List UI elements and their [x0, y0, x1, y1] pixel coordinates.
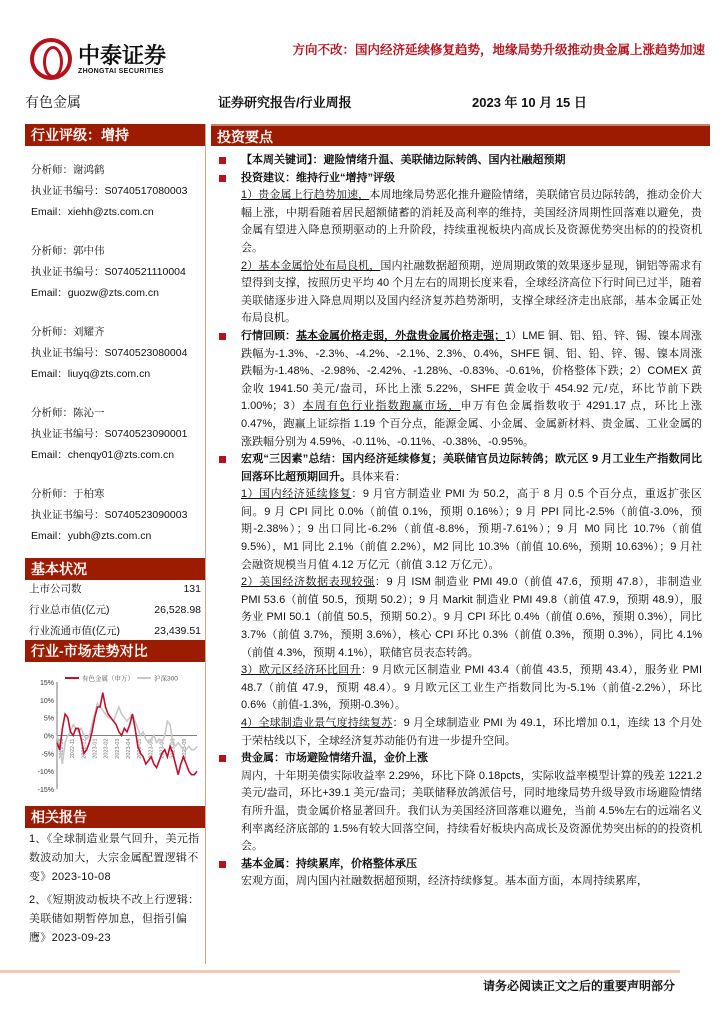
x-tick-label: 2022-11	[70, 738, 77, 759]
x-tick-label: 2023-09	[181, 738, 188, 759]
bullet-base-metals	[219, 856, 702, 874]
related-report-link[interactable]: 1、《全球制造业景气回升，美元指数波动加大，大宗金属配置逻辑不变》2023-10-08	[29, 833, 200, 883]
bullet-macro	[219, 451, 702, 486]
review-label: 行情回顾：	[241, 329, 297, 342]
macro-item-1	[219, 486, 702, 574]
macro-item-3	[219, 662, 702, 715]
m3-heading: 3）欧元区经济环比回升	[241, 664, 361, 677]
spacer	[31, 223, 205, 241]
m1-heading: 1）国内经济延续修复	[241, 488, 352, 501]
basic-info-header: 基本状况	[25, 558, 205, 580]
macro-item-4	[219, 715, 702, 750]
m3-text: ：9 月欧元区制造业 PMI 43.4（前值 43.5，预期 43.4），服务业 PMI 48.7（前值 47.9，预期 48.4）。9 月欧元区工业生产指数同比为-5.1%（前值-2.2%），环比 0.6%（前值-1.3%，预期-0.3%）。	[241, 664, 702, 712]
basic-row	[25, 600, 205, 621]
x-tick-label: 2023-02	[103, 738, 110, 759]
bullet-review	[219, 328, 702, 451]
related-reports	[25, 828, 205, 950]
y-tick-label: 15%	[39, 680, 54, 687]
analyst-email[interactable]: Email：chenqy01@zts.com.cn	[31, 449, 175, 461]
basic-row	[25, 579, 205, 600]
x-tick-label: 2023-03	[114, 738, 121, 759]
analyst-email[interactable]: Email：xiehh@zts.com.cn	[31, 206, 154, 218]
analyst-cert: 执业证书编号：S0740523090001	[31, 428, 188, 440]
basic-key: 上市公司数	[29, 583, 82, 595]
advice-paragraph-2	[219, 258, 702, 328]
x-tick-label: 2022-12	[81, 738, 88, 759]
bullet-square-icon	[219, 157, 226, 164]
x-tick-label: 2023-04	[126, 738, 132, 759]
analyst-cert: 执业证书编号：S0740523090003	[31, 509, 188, 521]
legend-label: 沪深300	[154, 675, 178, 683]
basic-info-table	[25, 579, 205, 642]
chart-header: 行业-市场走势对比	[25, 640, 205, 662]
footer-divider	[0, 970, 680, 973]
bullet-keywords	[219, 152, 702, 170]
report-type: 证券研究报告/行业周报	[218, 95, 352, 110]
base-title: 基本金属：持续累库，价格整体承压	[241, 857, 417, 870]
advice2-text: 国内社融数据超预期，逆周期政策的效果逐步显现，铜铝等需求有望得到支撑，按照历史平均 40 个月左右的周期长度来看，全球经济高位下行时间已过半，随着美联储逐步进入降息周期以及国内经济复苏趋势渐明，支撑全球经济走出底部，基本金属正处布局良机。	[241, 259, 703, 325]
analyst-name: 分析师：谢鸿鹤	[31, 164, 105, 176]
trend-chart	[25, 672, 205, 797]
m1-text: ：9 月官方制造业 PMI 为 50.2，高于 8 月 0.5 个百分点，重返扩张区间。9 月 CPI 同比 0.0%（前值 0.1%，预期 0.16%）；9 月 PPI 同比-2.5%（前值-3.0%，预期-2.38%）；9 出口同比-6.2%（前值-8.8%，预期-7.61%）；9 月 M0 同比 10.7%（前值 9.5%），M1 同比 2.1%（前值 2.2%），M2 同比 10.3%（前值 10.6%，预期 10.63%）；9 月社会融资规模当月值 4.12 万亿元（前值 3.12 万亿元）。	[241, 488, 702, 571]
analyst-list	[25, 160, 205, 547]
related-report-link[interactable]: 2、《短期波动板块不改上行逻辑：美联储如期暂停加息，但指引偏鹰》2023-09-23	[29, 894, 200, 944]
y-tick-label: -10%	[37, 769, 54, 777]
section-title: 投资要点	[211, 124, 710, 146]
bullet-precious	[219, 750, 702, 768]
spacer	[31, 385, 205, 403]
y-tick-label: 10%	[39, 697, 54, 705]
analyst-name: 分析师：陈沁一	[31, 407, 105, 419]
keywords-text: 【本周关键词】：避险情绪升温、美联储边际转鸽、国内社融超预期	[241, 154, 566, 166]
x-tick-label: 2023-08	[170, 738, 177, 759]
macro-title: 宏观“三因素”总结：国内经济延续修复；美联储官员边际转鸽；欧元区 9 月工业生产指数同比回落环比超预期回升。	[241, 453, 702, 483]
basic-key: 行业流通市值(亿元)	[29, 625, 120, 637]
analyst-name: 分析师：郭中伟	[31, 245, 105, 257]
basic-row	[25, 621, 205, 642]
base-paragraph: 宏观方面，周内国内社融数据超预期，经济持续修复。基本面方面，本周持续累库，	[241, 875, 648, 888]
analyst-email[interactable]: Email：guozw@zts.com.cn	[31, 287, 159, 299]
analyst-name: 分析师：刘耀齐	[31, 326, 105, 338]
review-text-2: 申万有色金属指数收于 4291.17 点，环比上涨 0.47%，跑赢上证综指 1.19 个百分点，能源金属、小金属、金属新材料、贵金属、工业金属的涨跌幅分别为 4.59%、-0.11%、-0.11%、-0.38%、-0.95%。	[241, 400, 703, 448]
analyst-cert: 执业证书编号：S0740521110004	[31, 266, 186, 278]
m4-heading: 4）全球制造业景气度持续复苏	[241, 717, 393, 729]
advice2-heading: 2）基本金属恰处布局良机，	[241, 259, 381, 272]
m4-text: ：9 月全球制造业 PMI 为 49.1，环比增加 0.1，连续 13 个月处于荣枯线以下，全球经济复苏动能仍有进一步提升空间。	[241, 717, 702, 747]
analyst-cert: 执业证书编号：S0740523080004	[31, 347, 188, 359]
macro-tail: 具体来看：	[351, 470, 406, 483]
x-tick-label: 2023-07	[159, 738, 166, 759]
y-tick-label: -5%	[41, 751, 54, 759]
logo-text: 中泰证券	[78, 42, 167, 68]
review-heading: 基本金属价格走弱，外盘贵金属价格走强；	[296, 329, 506, 342]
macro-item-2	[219, 574, 702, 662]
x-tick-label: 2022-10	[59, 738, 65, 759]
rating-bar: 行业评级：增持	[25, 124, 205, 146]
precious-paragraph: 周内，十年期美债实际收益率 2.29%，环比下降 0.18pcts，实际收益率模型计算的残差 1221.2 美元/盎司，环比+39.1 美元/盎司；美联储释放鸽派信号，同时地缘局势升级导致市场避险情绪有所升温，贵金属价格显著回升。我们认为美国经济回落难以避免，当前 4.5%左右的远端名义利率离经济底部的 1.5%有较大回落空间，持续看好板块内高成长及资源优势突出标的的投资机会。	[241, 769, 702, 853]
m2-text: ：9 月 ISM 制造业 PMI 49.0（前值 47.6，预期 47.8），非制造业 PMI 53.6（前值 50.5，预期 50.2）；9 月 Markit 制造业 PMI 49.8（前值 47.9，预期 48.9），服务业 PMI 50.1（前值 50.5，预期 50.2）。9 月 CPI 环比 0.4%（前值 0.6%，预期 0.3%），同比 3.7%（前值 3.7%，预期 3.6%），核心 CPI 环比 0.3%（前值 0.3%，预期 0.3%），同比 4.1%（前值 4.3%，预期 4.1%），联储官员表态转鸽。	[241, 576, 702, 659]
related-reports-header: 相关报告	[25, 806, 205, 828]
investment-highlights	[205, 124, 710, 964]
precious-title: 贵金属：市场避险情绪升温，金价上涨	[241, 752, 428, 765]
basic-value: 26,528.98	[154, 604, 201, 616]
basic-value: 131	[183, 583, 201, 595]
bullet-square-icon	[219, 861, 226, 868]
bullet-advice	[219, 170, 702, 188]
basic-value: 23,439.51	[154, 625, 201, 637]
report-title: 方向不改：国内经济延续修复趋势，地缘局势升级推动贵金属上涨趋势加速	[292, 43, 705, 57]
advice1-text: 本周地缘局势恶化推升避险情绪，美联储官员边际转鸽，推动金价大幅上涨，中期看随着居民超额储蓄的消耗及高利率的维持，美国经济周期性回落难以避免，贵金属有望进入降息预期驱动的上升阶段，持续重视板块内高成长及资源优势突出标的的投资机会。	[241, 189, 703, 254]
logo-emblem-icon	[30, 38, 72, 80]
analyst-email[interactable]: Email：liuyq@zts.com.cn	[31, 368, 151, 380]
spacer	[31, 304, 205, 322]
company-logo	[30, 38, 166, 80]
analyst-cert: 执业证书编号：S0740517080003	[31, 185, 188, 197]
x-tick-label: 2023-06	[148, 738, 155, 759]
bullet-square-icon	[219, 755, 226, 762]
y-tick-label: 5%	[43, 715, 54, 723]
review-subheading: 本周有色行业指数跑赢市场，	[302, 400, 461, 413]
footer-disclaimer: 请务必阅读正文之后的重要声明部分	[482, 979, 675, 993]
series-line-nonferrous	[57, 693, 197, 775]
advice-paragraph-1	[219, 187, 702, 257]
legend-label: 有色金属（申万）	[82, 675, 134, 683]
review-text: 1）LME 铜、铝、铅、锌、锡、镍本周涨跌幅为-1.3%、-2.3%、-4.2%、-2.1%、2.3%、0.4%，SHFE 铜、铝、铅、锌、锡、镍本周涨跌幅为-1.48%、-2.98%、-2.42%、-1.28%、-0.83%、-0.61%，价格整体下跌；2）COMEX 黄金收 1941.50 美元/盎司，环比上涨 5.22%，SHFE 黄金收于 454.92 元/克，环比节前下跌 1.00%；3）	[241, 329, 702, 413]
analyst-email[interactable]: Email：yubh@zts.com.cn	[31, 530, 152, 542]
advice1-heading: 1）贵金属上行趋势加速，	[241, 189, 370, 202]
spacer	[31, 466, 205, 484]
bullet-square-icon	[219, 333, 226, 340]
bullet-square-icon	[219, 175, 226, 182]
x-tick-label: 2023-01	[92, 738, 99, 759]
industry-name: 有色金属	[25, 94, 81, 110]
advice-title: 投资建议：维持行业“增持”评级	[241, 171, 395, 184]
report-date: 2023 年 10 月 15 日	[472, 95, 587, 110]
y-tick-label: -15%	[37, 787, 54, 794]
y-tick-label: 0%	[43, 733, 54, 741]
bullet-square-icon	[219, 456, 226, 463]
logo-english: ZHONGTAI SECURITIES	[78, 67, 164, 75]
analyst-name: 分析师：于柏寒	[31, 488, 105, 500]
basic-key: 行业总市值(亿元)	[29, 604, 110, 616]
x-tick-label: 2023-05	[137, 738, 144, 759]
m2-heading: 2）美国经济数据表现较强	[241, 576, 375, 589]
